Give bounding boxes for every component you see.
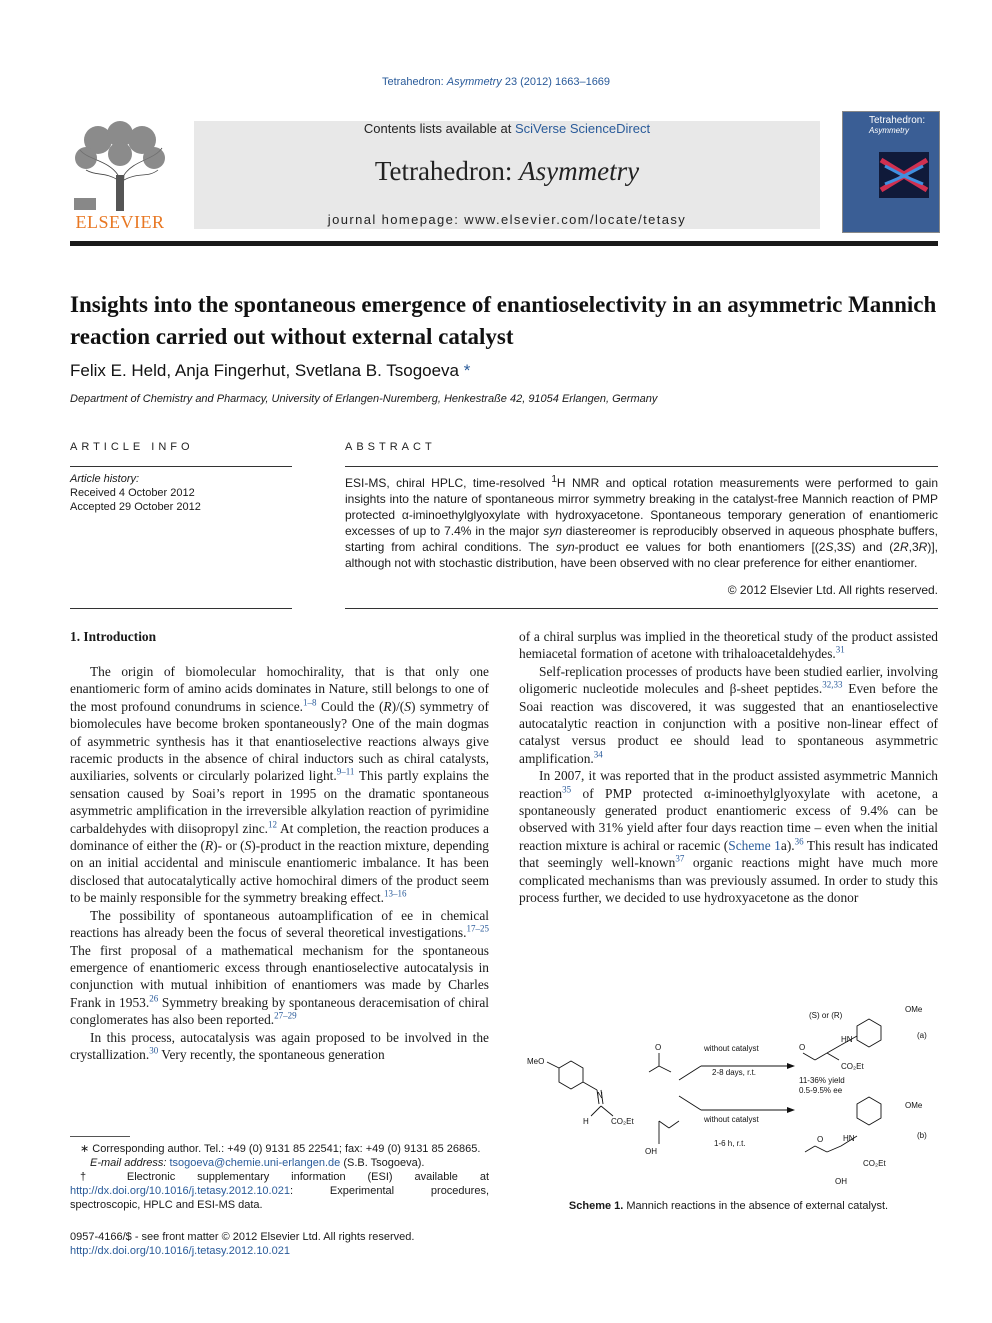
journal-homepage[interactable]: journal homepage: www.elsevier.com/locate/tetasy (327, 212, 687, 227)
label-ee: 0.5-9.5% ee (799, 1086, 843, 1095)
esi-link[interactable]: http://dx.doi.org/10.1016/j.tetasy.2012.10.021 (70, 1185, 290, 1197)
paragraph: In this process, autocatalysis was again proposed to be involved in the crystallization.$^{30}$ Very recently, the spontaneous generation (70, 1029, 489, 1062)
abstract-heading: ABSTRACT (345, 441, 436, 453)
abstract-rule (345, 466, 938, 467)
paragraph: In 2007, it was reported that in the product assisted asymmetric Mannich reaction$^{35}$ of PMP protected α-iminoethylglyoxylate with acetone, a spontaneously generated product enantiomeric excess of 9.4% can be observed with 31% yield after four days reaction time – even when the initial reaction mixture is achiral or racemic (Scheme 1a).$^{36}$ This result has indicated that seemingly well-known$^{37}$ organic reactions might have much more complicated mechanisms than was previously assumed. In order to study this process further, we decided to use hydroxyacetone as the donor (519, 768, 938, 906)
article-info-heading: ARTICLE INFO (70, 441, 194, 453)
sciencedirect-link[interactable]: SciVerse ScienceDirect (514, 121, 651, 136)
article-title: Insights into the spontaneous emergence of enantioselectivity in an asymmetric Mannich reaction carried out without external catalyst (70, 292, 937, 349)
paragraph: The possibility of spontaneous autoamplification of ee in chemical reactions has already been the focus of several theoretical investigations.$^{17-25}$ The first proposal of a mathematical mechanism for the spontaneous emergence of enantiomeric excess through enantioselective autocatalysis in conjunction with mutual inhibition of enantiomers was made by Charles Frank in 1953.26 Symmetry breaking by spontaneous deracemisation of chiral conglomerates has also been reported.$^{27-29}$ (70, 907, 489, 1028)
copyright-notice: © 2012 Elsevier Ltd. All rights reserved. (727, 583, 938, 597)
elsevier-tree-icon (68, 120, 172, 212)
doi-link[interactable]: http://dx.doi.org/10.1016/j.tetasy.2012.10.021 (70, 1245, 290, 1257)
header-divider (70, 241, 938, 246)
section-heading-introduction: 1. Introduction (70, 629, 157, 644)
footnote-rule (70, 1136, 130, 1137)
label-stereo: (S) or (R) (809, 1011, 843, 1020)
body-column-right (519, 628, 938, 907)
label-oh-b: OH (835, 1177, 847, 1186)
label-h: H (583, 1117, 589, 1126)
label-yield: 11-36% yield (799, 1076, 845, 1085)
label-ome-b: OMe (905, 1101, 923, 1110)
elsevier-logo (68, 120, 178, 235)
affiliation: Department of Chemistry and Pharmacy, University of Erlangen-Nuremberg, Henkestraße 42, 91054 Erlangen, Germany (70, 393, 658, 405)
arrow-a-time: 2-8 days, r.t. (712, 1068, 757, 1077)
paragraph: of a chiral surplus was implied in the theoretical study of the product assisted hemiacetal formation of acetone with trihaloacetaldehydes.$^{31}$ (519, 629, 938, 662)
publisher-name: ELSEVIER (75, 212, 165, 232)
label-b: (b) (917, 1131, 927, 1140)
label-co2et-left: CO₂Et (611, 1117, 634, 1126)
scheme-1-diagram (519, 996, 938, 1192)
label-o-b: O (817, 1135, 824, 1144)
arrow-b-condition: without catalyst (704, 1115, 759, 1124)
issn-block: 0957-4166/$ - see front matter © 2012 Elsevier Ltd. All rights reserved. http://dx.doi.org/10.1016/j.tetasy.2012.10.021 (70, 1231, 415, 1257)
scheme-caption: Scheme 1. Mannich reactions in the absence of external catalyst. (568, 1200, 889, 1212)
label-co2et-a: CO₂Et (841, 1062, 864, 1071)
email-link[interactable]: tsogoeva@chemie.uni-erlangen.de (169, 1157, 341, 1169)
footnotes: ∗ Corresponding author. Tel.: +49 (0) 9131 85 22541; fax: +49 (0) 9131 85 26865. E-mail address: tsogoeva@chemie.uni-erlangen.de (S.B. Tsogoeva). † Electronic supplementary information (ESI) available at http://dx.doi.org/10.1016/j.tetasy.2012.10.021: Experimental procedures, spectroscopic, HPLC and ESI-MS data. (70, 1143, 489, 1211)
article-info-rule (70, 466, 292, 467)
label-o-acetone: O (655, 1043, 662, 1052)
journal-title: Tetrahedron: Asymmetry (374, 156, 640, 186)
label-ome-a: OMe (905, 1005, 923, 1014)
article-info-bottom-rule (70, 608, 292, 609)
scheme-1a-link[interactable]: Scheme 1 (728, 837, 781, 853)
cover-art-icon (879, 152, 929, 198)
label-hn-b: HN (843, 1134, 855, 1143)
journal-cover-image: Tetrahedron: Asymmetry (842, 111, 940, 233)
abstract-text: ESI-MS, chiral HPLC, time-resolved $^1$H NMR and optical rotation measurements were performed to gain insights into the nature of spontaneous mirror symmetry breaking in the catalyst-free Mannich reaction of PMP protected α-iminoethylglyoxylate with hydroxyacetone. Spontaneous temporary generation of enantiomeric excesses of up to 7.4% in the major syn diastereomer is reproducibly observed in aqueous phosphate buffers, starting from achiral conditions. The syn-product ee values for both enantiomers [(2S,3S) and (2R,3R)], although not with stochastic distribution, have been observed with no clear preference for either enantiomer. (345, 474, 939, 570)
label-n: N (597, 1091, 603, 1100)
abstract-bottom-rule (345, 608, 938, 609)
benzene-ring (559, 1061, 583, 1089)
contents-line: Contents lists available at SciVerse ScienceDirect (363, 121, 651, 136)
body-column-left (70, 663, 489, 1063)
author-list: Felix E. Held, Anja Fingerhut, Svetlana B. Tsogoeva * (70, 361, 471, 380)
label-o-a: O (799, 1043, 806, 1052)
arrow-b-time: 1-6 h, r.t. (714, 1139, 746, 1148)
label-a: (a) (917, 1031, 927, 1040)
journal-citation[interactable]: Tetrahedron: Asymmetry 23 (2012) 1663–1669 (381, 76, 611, 88)
label-co2et-b: CO₂Et (863, 1159, 886, 1168)
label-hn-a: HN (841, 1035, 853, 1044)
arrow-a-condition: without catalyst (704, 1044, 759, 1053)
corresponding-author-mark[interactable]: * (463, 361, 471, 380)
label-oh-left: OH (645, 1147, 657, 1156)
paragraph: The origin of biomolecular homochirality, that is that only one enantiomeric form of amino acids dominates in Nature, still belongs to one of the most profound conundrums in science.$^{1-8}$ Could the (R)/(S) symmetry of biomolecules have become broken spontaneously? One of the main dogmas of asymmetric synthesis has it that enantioselective reactions always give racemic products in the absence of chiral inductors such as chiral catalysts, auxiliaries, solvents or circularly polarized light.$^{9-11}$ This partly explains the sensation caused by Soai’s report in 1995 on the dramatic spontaneous asymmetric amplification in the irreversible alkylation reaction of pyrimidine carbaldehydes with diisopropyl zinc.$^{12}$ At completion, the reaction produces a dominance of either the (R)- or (S)-product in the reaction mixture, depending on an initial accidental and miniscule enantiomeric imbalance. It has been disclosed that autocatalytically active homochiral dimers of the product seem to be mainly responsible for the symmetry breaking effect.$^{13-16}$ (70, 664, 490, 906)
article-history: Article history: Received 4 October 2012 Accepted 29 October 2012 (70, 473, 201, 513)
label-ome-left: MeO (527, 1057, 545, 1066)
paragraph: Self-replication processes of products have been studied earlier, involving oligomeric nucleotide molecules and β-sheet peptides.$^{32,33}$ Even before the Soai reaction was discovered, it was suggested that an enantioselective autocatalytic reaction in conjunction with a positive non-linear effect of catalyst versus product ee should lead to spontaneous asymmetric amplification.$^{34}$ (519, 663, 938, 766)
